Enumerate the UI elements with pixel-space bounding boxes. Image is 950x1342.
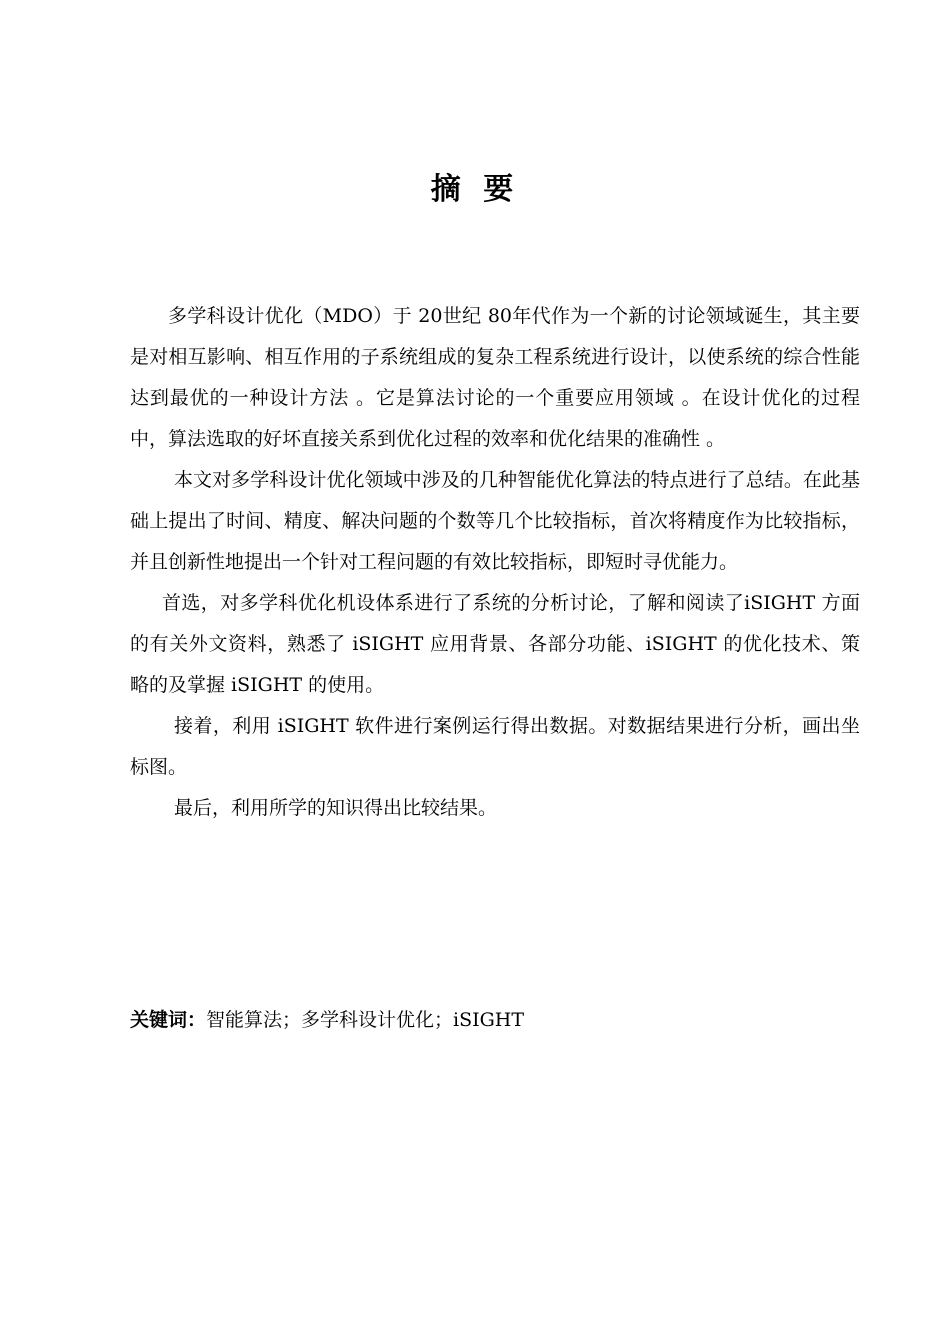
abstract-paragraph-4: 接着，利用 iSIGHT 软件进行案例运行得出数据。对数据结果进行分析，画出坐标图。 (130, 715, 860, 778)
keywords-value: 智能算法；多学科设计优化；iSIGHT (206, 1009, 525, 1031)
abstract-paragraph-1: 多学科设计优化（MDO）于 20世纪 80年代作为一个新的讨论领域诞生，其主要是对相互影响、相互作用的子系统组成的复杂工程系统进行设计，以使系统的综合性能达到最优的一种设计方法 。它是算法讨论的一个重要应用领域 。在设计优化的过程中，算法选取的好坏直接关系到优化过程的效率和优化结果的准确性 。 (130, 305, 860, 450)
abstract-title: 摘 要 (430, 172, 520, 207)
keywords-label: 关键词： (130, 1009, 207, 1031)
abstract-paragraph-5: 最后，利用所学的知识得出比较结果。 (174, 797, 498, 819)
abstract-paragraph-2: 本文对多学科设计优化领域中涉及的几种智能优化算法的特点进行了总结。在此基础上提出了时间、精度、解决问题的个数等几个比较指标，首次将精度作为比较指标，并且创新性地提出一个针对工程问题的有效比较指标，即短时寻优能力。 (130, 469, 860, 573)
abstract-body (130, 296, 860, 829)
abstract-paragraph-3: 首选，对多学科优化机设体系进行了系统的分析讨论，了解和阅读了iSIGHT 方面的有关外文资料，熟悉了 iSIGHT 应用背景、各部分功能、iSIGHT 的优化技术、策略的及掌握 iSIGHT 的使用。 (130, 592, 860, 696)
keywords-line (130, 1000, 860, 1041)
